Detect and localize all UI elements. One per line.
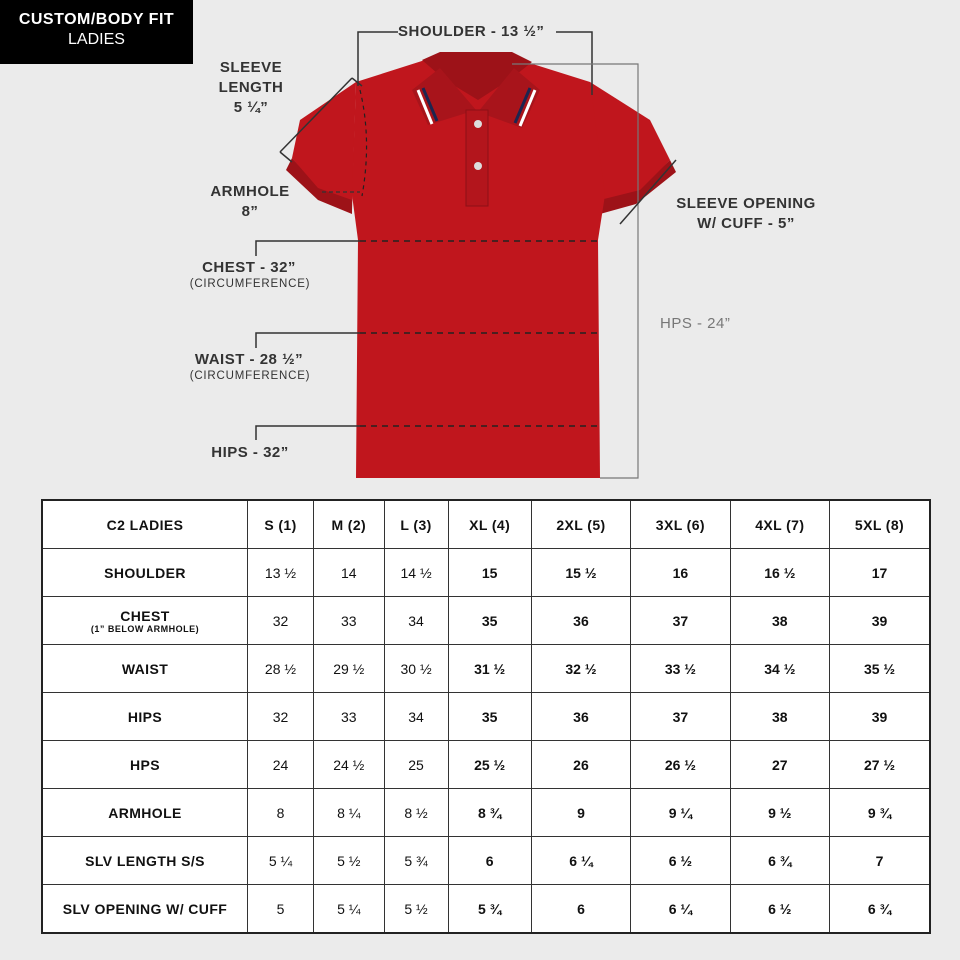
size-value-cell: 24	[248, 741, 314, 789]
size-value-cell: 26	[531, 741, 630, 789]
size-value-cell: 6 ¾	[730, 837, 829, 885]
size-value-cell: 9 ½	[730, 789, 829, 837]
hips-guide	[256, 426, 360, 440]
size-value-cell: 5 ¼	[313, 885, 384, 934]
size-header-cell: S (1)	[248, 500, 314, 549]
size-value-cell: 38	[730, 693, 829, 741]
size-value-cell: 32	[248, 693, 314, 741]
size-value-cell: 6 ¾	[830, 885, 930, 934]
size-value-cell: 34	[384, 693, 448, 741]
row-label-note: (1” BELOW ARMHOLE)	[90, 623, 200, 634]
size-value-cell: 29 ½	[313, 645, 384, 693]
size-value-cell: 9	[531, 789, 630, 837]
size-value-cell: 5 ¾	[448, 885, 531, 934]
size-value-cell: 14 ½	[384, 549, 448, 597]
sleeve-opening-line2: W/ CUFF - 5”	[697, 215, 795, 232]
row-label	[42, 549, 248, 597]
chest-label: CHEST - 32”	[202, 259, 296, 276]
size-value-cell: 9 ¾	[830, 789, 930, 837]
sleeve-length-label	[212, 58, 290, 118]
row-label-text: SHOULDER	[104, 564, 186, 581]
size-value-cell: 39	[830, 693, 930, 741]
row-label-text: SLV LENGTH S/S	[85, 852, 205, 869]
row-label-text: WAIST	[121, 660, 169, 677]
size-value-cell: 38	[730, 597, 829, 645]
table-row	[42, 837, 930, 885]
armhole-label	[202, 182, 298, 222]
table-row	[42, 885, 930, 934]
table-row	[42, 645, 930, 693]
chest-sub-label: (CIRCUMFERENCE)	[189, 278, 311, 290]
size-value-cell: 39	[830, 597, 930, 645]
size-header-cell: L (3)	[384, 500, 448, 549]
size-value-cell: 24 ½	[313, 741, 384, 789]
waist-guide	[256, 333, 360, 348]
size-value-cell: 30 ½	[384, 645, 448, 693]
size-value-cell: 7	[830, 837, 930, 885]
size-header-cell: 2XL (5)	[531, 500, 630, 549]
size-value-cell: 36	[531, 597, 630, 645]
size-value-cell: 35 ½	[830, 645, 930, 693]
size-value-cell: 33	[313, 597, 384, 645]
size-value-cell: 32 ½	[531, 645, 630, 693]
size-value-cell: 35	[448, 597, 531, 645]
size-header-cell: M (2)	[313, 500, 384, 549]
sleeve-opening-line1: SLEEVE OPENING	[676, 195, 816, 212]
size-value-cell: 8 ½	[384, 789, 448, 837]
size-value-cell: 36	[531, 693, 630, 741]
waist-label: WAIST - 28 ½”	[194, 351, 304, 368]
button-icon	[474, 162, 482, 170]
size-value-cell: 14	[313, 549, 384, 597]
badge-title: CUSTOM/BODY FIT	[18, 11, 175, 28]
row-label	[42, 645, 248, 693]
size-value-cell: 27 ½	[830, 741, 930, 789]
size-value-cell: 27	[730, 741, 829, 789]
chest-guide	[256, 241, 360, 256]
hips-label: HIPS - 32”	[211, 444, 289, 461]
row-label-text: CHEST	[120, 607, 170, 624]
size-value-cell: 28 ½	[248, 645, 314, 693]
size-value-cell: 5 ½	[313, 837, 384, 885]
size-value-cell: 15 ½	[531, 549, 630, 597]
size-value-cell: 16 ½	[730, 549, 829, 597]
waist-sub-label: (CIRCUMFERENCE)	[189, 370, 311, 382]
size-value-cell: 34	[384, 597, 448, 645]
table-row	[42, 597, 930, 645]
badge-subtitle: LADIES	[68, 31, 125, 48]
size-value-cell: 5 ¾	[384, 837, 448, 885]
row-label-text: ARMHOLE	[108, 804, 182, 821]
size-header-cell: XL (4)	[448, 500, 531, 549]
size-value-cell: 6 ½	[730, 885, 829, 934]
size-value-cell: 6 ¼	[631, 885, 730, 934]
size-value-cell: 32	[248, 597, 314, 645]
row-label-text: HIPS	[127, 708, 163, 725]
size-value-cell: 31 ½	[448, 645, 531, 693]
row-label-text: HPS	[130, 756, 160, 773]
size-value-cell: 13 ½	[248, 549, 314, 597]
size-value-cell: 16	[631, 549, 730, 597]
row-label-text: SLV OPENING W/ CUFF	[62, 900, 228, 917]
size-value-cell: 8 ¼	[313, 789, 384, 837]
table-row	[42, 741, 930, 789]
size-value-cell: 33 ½	[631, 645, 730, 693]
table-header-row	[42, 500, 930, 549]
size-value-cell: 5 ¼	[248, 837, 314, 885]
hps-label: HPS - 24”	[660, 315, 731, 332]
row-label	[42, 789, 248, 837]
button-icon	[474, 120, 482, 128]
size-header-cell: 3XL (6)	[631, 500, 730, 549]
armhole-value: 8”	[241, 203, 259, 220]
table-row	[42, 693, 930, 741]
size-value-cell: 17	[830, 549, 930, 597]
size-value-cell: 37	[631, 693, 730, 741]
size-value-cell: 6 ¼	[531, 837, 630, 885]
size-value-cell: 33	[313, 693, 384, 741]
row-label	[42, 693, 248, 741]
size-value-cell: 6	[531, 885, 630, 934]
sleeve-length-value: 5 ¼”	[233, 99, 269, 116]
size-chart-table	[41, 499, 931, 934]
size-value-cell: 26 ½	[631, 741, 730, 789]
size-value-cell: 34 ½	[730, 645, 829, 693]
size-value-cell: 25 ½	[448, 741, 531, 789]
sleeve-length-line2: LENGTH	[218, 79, 284, 96]
size-value-cell: 25	[384, 741, 448, 789]
size-value-cell: 8 ¾	[448, 789, 531, 837]
table-row	[42, 549, 930, 597]
size-value-cell: 5	[248, 885, 314, 934]
row-label	[42, 741, 248, 789]
size-value-cell: 5 ½	[384, 885, 448, 934]
armhole-line1: ARMHOLE	[210, 183, 290, 200]
size-value-cell: 37	[631, 597, 730, 645]
size-value-cell: 6	[448, 837, 531, 885]
shoulder-label: SHOULDER - 13 ½”	[398, 23, 545, 40]
table-row	[42, 789, 930, 837]
size-value-cell: 6 ½	[631, 837, 730, 885]
size-value-cell: 9 ¼	[631, 789, 730, 837]
size-value-cell: 35	[448, 693, 531, 741]
size-header-cell: 5XL (8)	[830, 500, 930, 549]
row-label	[42, 885, 248, 934]
size-value-cell: 15	[448, 549, 531, 597]
size-value-cell: 8	[248, 789, 314, 837]
table-title-cell: C2 LADIES	[42, 500, 248, 549]
sleeve-opening-label	[662, 194, 830, 234]
row-label	[42, 597, 248, 645]
sleeve-length-line1: SLEEVE	[219, 59, 283, 76]
size-header-cell: 4XL (7)	[730, 500, 829, 549]
row-label	[42, 837, 248, 885]
